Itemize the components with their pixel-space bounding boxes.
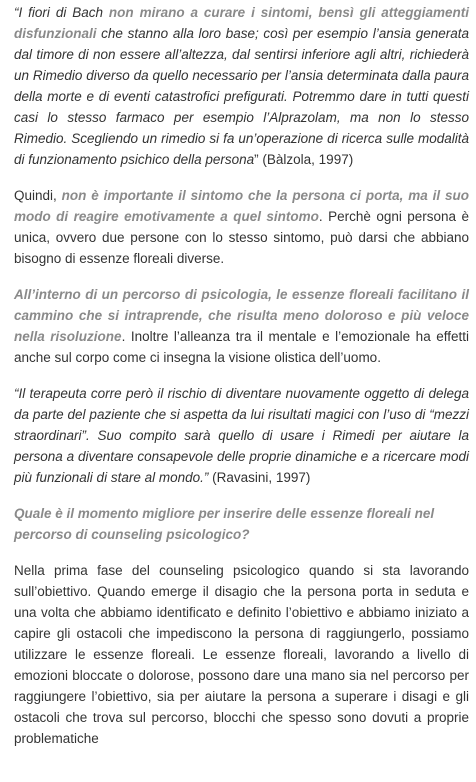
quote-balzola-body: che stanno alla loro base; così per esempio l’ansia generata dal timore di non essere all’altezza, dal sentirsi inferiore agli altri, richiederà un Rimedio diverso da quello necessario per l’ansia determinata dalla paura della morte e di eventi catastrofici prefigurati. Potremmo dare in tutti questi casi lo stesso farmaco per esempio l’Alprazolam, ma non lo stesso Rimedio. Scegliendo un rimedio si fa un’operazione di ricerca sulle modalità di funzionamento psichico della persona [14, 26, 469, 167]
paragraph-sintomo-body: . Perchè ogni persona è unica, ovvero due persone con lo stesso sintomo, può darsi che abbiano bisogno di essenze floreali diverse. [14, 209, 469, 266]
paragraph-sintomo-highlight: non è importante il sintomo che la persona ci porta, ma il suo modo di reagire emotivamente a quel sintomo [14, 188, 469, 224]
paragraph-sintomo [14, 185, 469, 269]
quote-ravasini-citation: (Ravasini, 1997) [208, 470, 311, 485]
quote-balzola [14, 2, 469, 170]
quote-balzola-highlight: non mirano a curare i sintomi, bensì gli atteggiamenti disfunzionali [14, 5, 469, 41]
paragraph-counseling: Nella prima fase del counseling psicologico quando si sta lavorando sull’obiettivo. Quando emerge il disagio che la persona porta in seduta e una volta che abbiamo identificato e definito l’obiettivo e abbiamo iniziato a capire gli ostacoli che impediscono la persona di raggiungerlo, possiamo utilizzare le essenze floreali. Le essenze floreali, lavorando a livello di emozioni bloccate o dolorose, possono dare una mano sia nel percorso per raggiungere l’obiettivo, sia per aiutare la persona a superare i disagi e gli ostacoli che trova sul percorso, blocchi che spesso sono dovuti a proprie problematiche [14, 563, 469, 746]
paragraph-percorso [14, 284, 469, 368]
paragraph-percorso-body: . Inoltre l’alleanza tra il mentale e l’emozionale ha effetti anche sul corpo come ci insegna la visione olistica dell’uomo. [14, 329, 470, 365]
quote-ravasini [14, 383, 469, 488]
quote-balzola-open: “I fiori di Bach [14, 5, 109, 20]
quote-balzola-citation: ” (Bàlzola, 1997) [254, 152, 354, 167]
section-heading: Quale è il momento migliore per inserire delle essenze floreali nel percorso di counseling psicologico? [14, 506, 435, 542]
paragraph-percorso-highlight: All’interno di un percorso di psicologia, le essenze floreali facilitano il cammino che si intraprende, che risulta meno doloroso e più veloce nella risoluzione [14, 287, 469, 344]
quote-ravasini-body: “Il terapeuta corre però il rischio di diventare nuovamente oggetto di delega da parte del paziente che si aspetta da lui risultati magici con l’uso di “mezzi straordinari”. Suo compito sarà quello di usare i Rimedi per aiutare la persona a diventare consapevole delle proprie dinamiche e a ricercare modi più funzionali di stare al mondo.” [14, 386, 469, 485]
paragraph-sintomo-intro: Quindi, [14, 188, 62, 203]
